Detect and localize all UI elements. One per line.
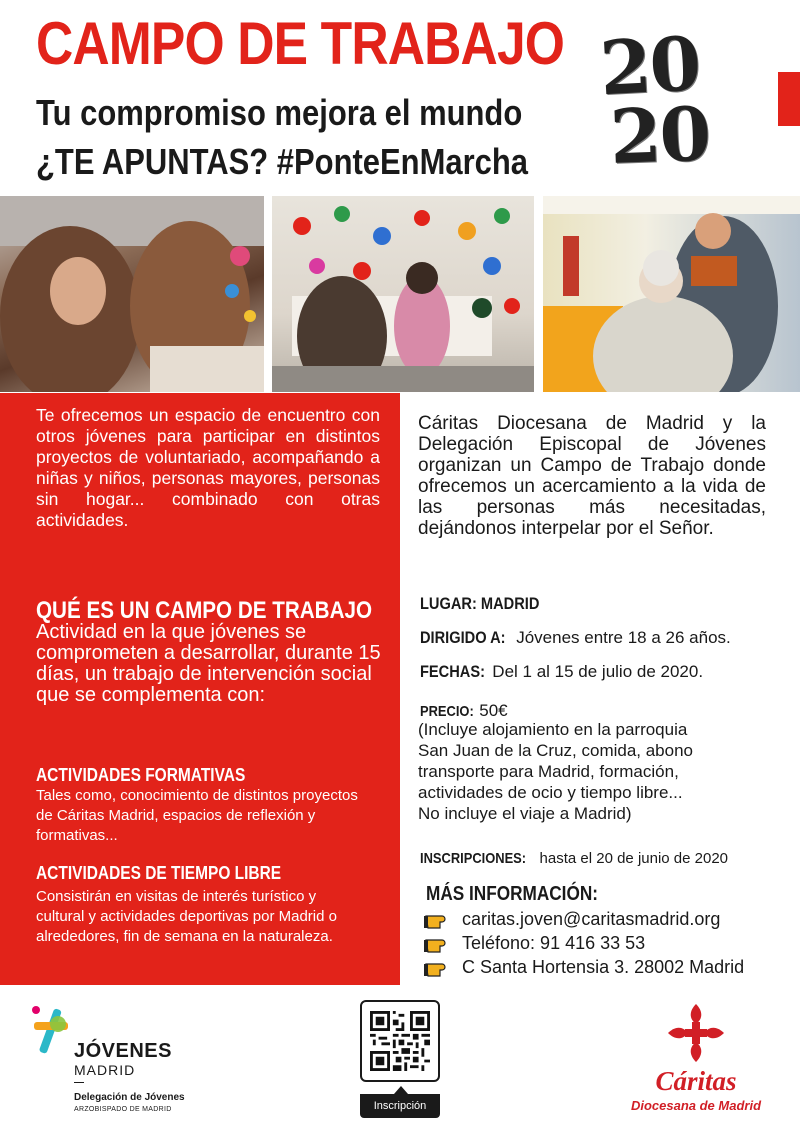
- precio-note: (Incluye alojamiento en la parroquia San Juan de la Cruz, comida, abono transporte para Madrid, formación, actividades de ocio y tiempo libre... No incluye el viaje a Madrid): [418, 720, 694, 823]
- caritas-word: Cáritas: [655, 1066, 737, 1096]
- poster-title: CAMPO DE TRABAJO: [36, 10, 565, 77]
- year-graphic: [597, 21, 768, 181]
- pointing-hand-icon: [424, 932, 456, 954]
- pointing-hand-icon: [424, 908, 456, 930]
- activity-body-formativas: Tales como, conocimiento de distintos proyectos de Cáritas Madrid, espacios de reflexión y formativas...: [36, 787, 358, 844]
- jovenes-city: MADRID: [74, 1062, 136, 1078]
- dirigido-value: Jóvenes entre 18 a 26 años.: [516, 628, 731, 647]
- fechas-fact: [420, 661, 703, 682]
- activity-title-formativas: ACTIVIDADES FORMATIVAS: [36, 765, 246, 785]
- precio-value: 50€: [479, 701, 508, 720]
- photo-elderly-support: [543, 196, 800, 392]
- jovenes-word: JÓVENES: [74, 1040, 172, 1062]
- inscripciones-fact: [420, 848, 728, 869]
- divider: [74, 1082, 84, 1083]
- caritas-sub: Diocesana de Madrid: [630, 1098, 762, 1113]
- year-top: 20: [597, 21, 702, 113]
- section-title: QUÉ ES UN CAMPO DE TRABAJO: [36, 597, 373, 624]
- photo-painting-table: [0, 196, 264, 392]
- dirigido-fact: [420, 627, 731, 648]
- poster-tagline: ¿TE APUNTAS? #PonteEnMarcha: [36, 141, 528, 182]
- section-body: Actividad en la que jóvenes se comprometen a desarrollar, durante 15 días, un trabajo de intervención social que se complementa con:: [36, 621, 381, 706]
- photo-strip: [0, 196, 800, 392]
- contact-email[interactable]: [424, 907, 720, 931]
- email-text[interactable]: caritas.joven@caritasmadrid.org: [462, 908, 721, 929]
- info-panel: [0, 393, 400, 985]
- arzobispado-text: ARZOBISPADO DE MADRID: [74, 1106, 172, 1113]
- inscripciones-value: hasta el 20 de junio de 2020: [539, 850, 729, 867]
- qr-code[interactable]: [360, 1000, 440, 1082]
- lugar-fact: [420, 593, 551, 614]
- inscripciones-label: INSCRIPCIONES:: [420, 850, 527, 867]
- year-bottom: 20: [608, 91, 711, 181]
- fechas-label: FECHAS:: [420, 662, 485, 681]
- dirigido-label: DIRIGIDO A:: [420, 628, 506, 647]
- more-info-title: MÁS INFORMACIÓN:: [426, 883, 598, 905]
- qr-code-icon: [370, 1010, 430, 1072]
- contact-address: [424, 955, 744, 979]
- fechas-value: Del 1 al 15 de julio de 2020.: [492, 662, 704, 681]
- pointing-hand-icon: [424, 956, 456, 978]
- lugar-label: LUGAR: MADRID: [420, 594, 540, 613]
- contact-phone[interactable]: [424, 931, 645, 955]
- organizers-text: Cáritas Diocesana de Madrid y la Delegación Episcopal de Jóvenes organizan un Campo de Trabajo donde ofrecemos un acercamiento a la vida de las personas más necesitadas, dejándonos interpelar por el Señor.: [418, 413, 766, 539]
- poster-subtitle: Tu compromiso mejora el mundo: [36, 92, 523, 133]
- qr-label: Inscripción: [360, 1094, 440, 1118]
- caritas-cross-icon: [666, 1000, 726, 1066]
- intro-text: Te ofrecemos un espacio de encuentro con otros jóvenes para participar en distintos proyectos de voluntariado, acompañando a niñas y niños, personas mayores, personas sin hogar... combinado con otras actividades.: [36, 405, 380, 530]
- activity-title-tiempo-libre: ACTIVIDADES DE TIEMPO LIBRE: [36, 863, 282, 883]
- phone-text[interactable]: Teléfono: 91 416 33 53: [462, 932, 646, 953]
- jovenes-madrid-logo: [28, 1002, 208, 1122]
- caritas-logo: [612, 994, 780, 1124]
- photo-handprints-wall: [272, 196, 534, 392]
- qr-registration[interactable]: [358, 1000, 442, 1120]
- delegacion-text: Delegación de Jóvenes: [74, 1092, 185, 1103]
- jovenes-cross-icon: [28, 1002, 74, 1062]
- address-text: C Santa Hortensia 3. 28002 Madrid: [462, 956, 745, 977]
- activity-body-tiempo-libre: Consistirán en visitas de interés turístico y cultural y actividades deportivas por Madrid o alrededores, fin de semana en la naturaleza.: [36, 888, 337, 945]
- accent-bar: [778, 72, 800, 126]
- precio-label: PRECIO:: [420, 703, 474, 720]
